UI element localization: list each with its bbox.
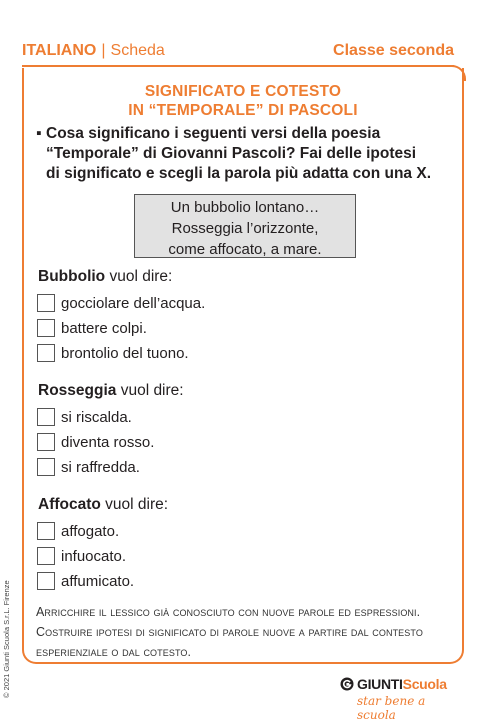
option-affumicato[interactable]	[37, 570, 134, 592]
logo-brand-main: GIUNTI	[357, 676, 403, 692]
checkbox[interactable]	[37, 433, 55, 451]
header-divider	[22, 65, 454, 67]
sheet-label: Scheda	[110, 42, 165, 59]
giunti-scuola-logo	[340, 676, 458, 722]
checkbox[interactable]	[37, 294, 55, 312]
option-brontolio[interactable]	[37, 342, 189, 364]
section-suffix: vuol dire:	[100, 496, 169, 513]
logo-tagline: star bene a scuola	[357, 694, 426, 722]
checkbox[interactable]	[37, 547, 55, 565]
poem-line-2: Rosseggia l’orizzonte,	[171, 220, 319, 237]
section-word: Rosseggia	[38, 382, 117, 399]
section-suffix: vuol dire:	[105, 268, 173, 285]
section-heading-bubbolio	[38, 268, 172, 286]
option-label: si raffredda.	[61, 458, 140, 476]
checkbox[interactable]	[37, 572, 55, 590]
section-word: Bubbolio	[38, 268, 106, 285]
checkbox[interactable]	[37, 522, 55, 540]
option-label: gocciolare dell’acqua.	[61, 294, 206, 312]
option-affogato[interactable]	[37, 520, 119, 542]
checkbox[interactable]	[37, 319, 55, 337]
poem-line-1: Un bubbolio lontano…	[170, 199, 320, 216]
giunti-g-icon	[340, 677, 354, 691]
worksheet-title	[22, 82, 464, 120]
header-subject	[22, 42, 165, 60]
option-label: brontolio del tuono.	[61, 344, 189, 362]
checkbox[interactable]	[37, 458, 55, 476]
title-line-2: IN “TEMPORALE” DI PASCOLI	[128, 102, 358, 119]
option-infuocato[interactable]	[37, 545, 126, 567]
instruction	[36, 124, 431, 184]
poem-box	[134, 194, 356, 258]
option-label: diventa rosso.	[61, 433, 155, 451]
header-separator: |	[101, 42, 106, 59]
copyright-notice: © 2021 Giunti Scuola S.r.L. Firenze	[2, 580, 11, 698]
option-gocciolare[interactable]	[37, 292, 205, 314]
option-diventa-rosso[interactable]	[37, 431, 154, 453]
section-word: Affocato	[38, 496, 101, 513]
option-label: affumicato.	[61, 572, 135, 590]
option-label: battere colpi.	[61, 319, 147, 337]
logo-brand-accent: Scuola	[402, 676, 447, 692]
poem-line-3: come affocato, a mare.	[168, 241, 322, 258]
subject-label: ITALIANO	[22, 42, 97, 59]
learning-objectives-note: Arricchire il lessico già conosciuto con nuove parole ed espressioni. Costruire ipotesi di significato di parole nuove a partire dal contesto esperienziale o dal cotesto.	[36, 605, 423, 659]
option-label: infuocato.	[61, 547, 127, 565]
option-si-riscalda[interactable]	[37, 406, 132, 428]
section-heading-affocato	[38, 496, 168, 514]
page-header	[22, 40, 454, 62]
option-si-raffredda[interactable]	[37, 456, 140, 478]
section-heading-rosseggia	[38, 382, 184, 400]
bullet-icon: ▪	[36, 125, 42, 142]
checkbox[interactable]	[37, 408, 55, 426]
instruction-text: Cosa significano i seguenti versi della poesia “Temporale” di Giovanni Pascoli? Fai delle ipotesi di significato e scegli la parola più adatta con una X.	[46, 125, 432, 182]
option-label: affogato.	[61, 522, 120, 540]
title-line-1: SIGNIFICATO E COTESTO	[144, 83, 342, 100]
option-label: si riscalda.	[61, 408, 132, 426]
logo-brand	[357, 676, 447, 692]
section-suffix: vuol dire:	[116, 382, 184, 399]
option-battere-colpi[interactable]	[37, 317, 147, 339]
grade-label: Classe seconda	[333, 42, 454, 59]
checkbox[interactable]	[37, 344, 55, 362]
